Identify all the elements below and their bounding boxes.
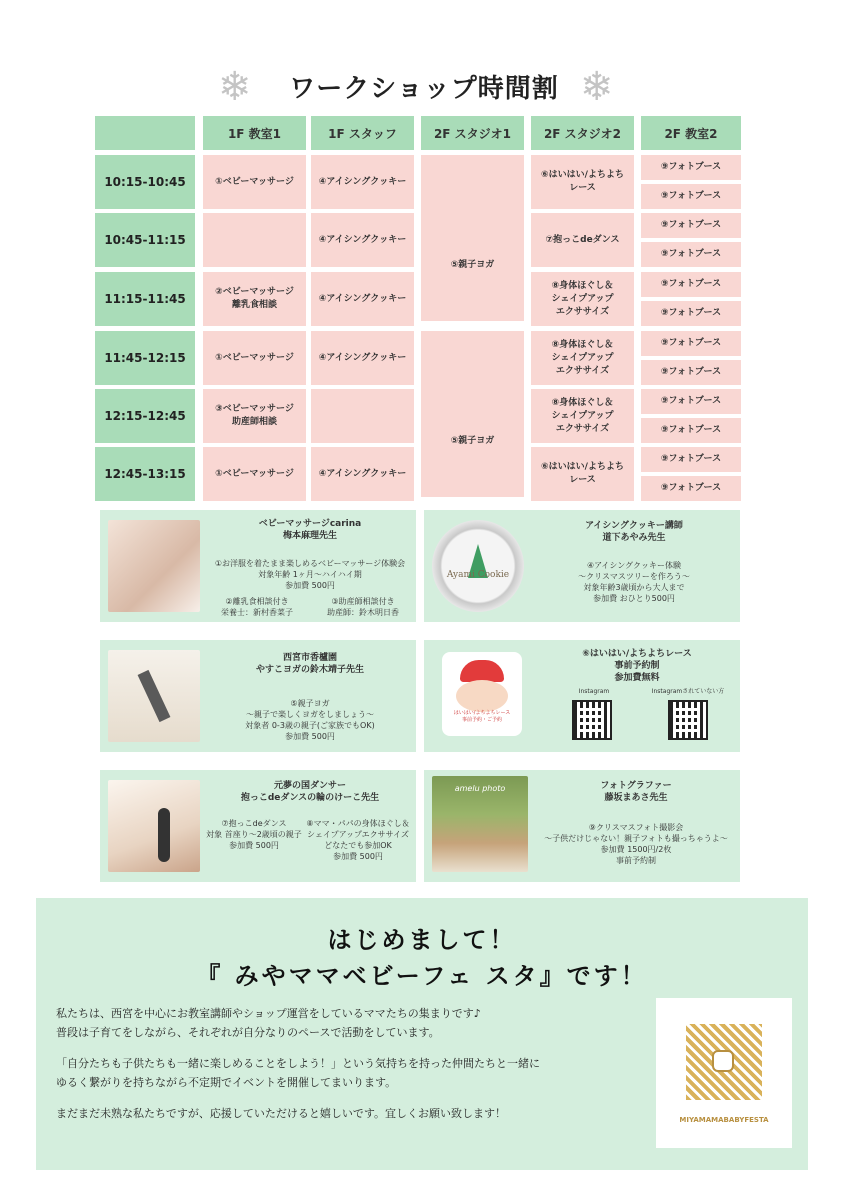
schedule-cell[interactable]: ⑧身体ほぐし＆ シェイプアップ エクササイズ bbox=[531, 272, 634, 326]
intro-paragraph: 「自分たちも子供たちも一緒に楽しめることをしよう！」という気持ちを持った仲間たちと一緒に ゆるく繋がりを持ちながら不定期でイベントを開催してまいります。 bbox=[56, 1057, 540, 1089]
header-corner bbox=[95, 116, 195, 150]
photo-booth-slot[interactable]: ⑨フォトブース bbox=[641, 476, 741, 501]
christmas-photo bbox=[432, 776, 528, 872]
time-slot: 10:45-11:15 bbox=[95, 213, 195, 267]
card-sub: ②離乳食相談付き 栄養士：新村香菜子 bbox=[221, 597, 293, 617]
schedule-cell[interactable]: ⑤親子ヨガ bbox=[421, 209, 524, 321]
schedule-cell[interactable]: ⑥はいはい/よちよち レース bbox=[531, 447, 634, 501]
card-body: ⑧ママ・パパの身体ほぐし＆ シェイプアップエクササイズ どなたでも参加OK 参加費 500円 bbox=[306, 819, 410, 861]
photo-booth-slot[interactable]: ⑨フォトブース bbox=[641, 447, 741, 472]
photo-logo-text: amelu photo bbox=[454, 784, 506, 793]
card-title: 元夢の国ダンサー 抱っこdeダンスの輪のけーこ先生 bbox=[240, 781, 380, 803]
yoga-figure bbox=[138, 670, 171, 722]
schedule-cell[interactable]: ③ベビーマッサージ 助産師相談 bbox=[203, 389, 306, 443]
time-slot: 10:15-10:45 bbox=[95, 155, 195, 209]
dancer-figure bbox=[158, 808, 170, 862]
card-body: ⑦抱っこdeダンス 対象 首座り〜2歳頃の親子 参加費 500円 bbox=[206, 819, 302, 850]
card-sub: ③助産師相談付き 助産師：鈴木明日香 bbox=[327, 597, 399, 617]
photo-booth-slot[interactable]: ⑨フォトブース bbox=[641, 272, 741, 297]
card-body: ①お洋服を着たまま楽しめるベビーマッサージ体験会 対象年齢 1ヶ月〜ハイハイ期 参加費 500円 bbox=[214, 559, 406, 590]
instagram-qr-code[interactable] bbox=[686, 1024, 762, 1100]
column-header: 1F 教室1 bbox=[203, 116, 306, 150]
schedule-cell[interactable] bbox=[421, 331, 524, 385]
qr-code-form[interactable] bbox=[668, 700, 708, 740]
schedule-cell[interactable]: ④アイシングクッキー bbox=[311, 447, 414, 501]
instagram-qr-card bbox=[656, 998, 792, 1148]
photo-booth-slot[interactable]: ⑨フォトブース bbox=[641, 389, 741, 414]
card-crawl-race bbox=[424, 640, 740, 752]
schedule-cell[interactable]: ①ベビーマッサージ bbox=[203, 155, 306, 209]
column-header: 2F スタジオ1 bbox=[421, 116, 524, 150]
schedule-cell[interactable]: ①ベビーマッサージ bbox=[203, 447, 306, 501]
schedule-cell[interactable] bbox=[421, 155, 524, 209]
time-slot: 12:15-12:45 bbox=[95, 389, 195, 443]
card-title: ⑥はいはい/よちよちレース 事前予約制 参加費無料 bbox=[582, 649, 692, 683]
santa-hat bbox=[460, 660, 504, 682]
intro-paragraph: 私たちは、西宮を中心にお教室講師やショップ運営をしているママたちの集まりです♪ 普段は子育てをしながら、それぞれが自分なりのペースで活動をしています。 bbox=[56, 1007, 481, 1039]
schedule-cell[interactable]: ⑥はいはい/よちよち レース bbox=[531, 155, 634, 209]
card-title: アイシングクッキー講師 道下あやみ先生 bbox=[585, 521, 683, 543]
column-header: 1F スタッフ bbox=[311, 116, 414, 150]
photo-booth-slot[interactable]: ⑨フォトブース bbox=[641, 213, 741, 238]
photo-booth-slot[interactable]: ⑨フォトブース bbox=[641, 301, 741, 326]
schedule-cell[interactable]: ⑧身体ほぐし＆ シェイプアップ エクササイズ bbox=[531, 331, 634, 385]
photo-booth-slot[interactable]: ⑨フォトブース bbox=[641, 331, 741, 356]
photo-booth-slot[interactable]: ⑨フォトブース bbox=[641, 360, 741, 385]
card-title: ベビーマッサージcarina 梅本麻理先生 bbox=[258, 519, 362, 541]
photo-booth-slot[interactable]: ⑨フォトブース bbox=[641, 155, 741, 180]
snowflake-icon: ❄ bbox=[218, 64, 252, 110]
photo-booth-slot[interactable]: ⑨フォトブース bbox=[641, 184, 741, 209]
time-slot: 11:15-11:45 bbox=[95, 272, 195, 326]
column-header: 2F 教室2 bbox=[641, 116, 741, 150]
page-title: ワークショップ時間割 bbox=[289, 74, 559, 104]
card-title: フォトグラファー 藤坂まあさ先生 bbox=[600, 781, 672, 803]
schedule-cell[interactable]: ④アイシングクッキー bbox=[311, 272, 414, 326]
card-yoga bbox=[100, 640, 416, 752]
card-body: ⑤親子ヨガ 〜親子で楽しくヨガをしましょう〜 対象者 0-3歳の親子(ご家族でもOK) 参加費 500円 bbox=[245, 699, 375, 741]
schedule-cell[interactable]: ④アイシングクッキー bbox=[311, 213, 414, 267]
schedule-cell[interactable]: ④アイシングクッキー bbox=[311, 155, 414, 209]
santa-face bbox=[456, 680, 508, 712]
schedule-cell[interactable]: ⑧身体ほぐし＆ シェイプアップ エクササイズ bbox=[531, 389, 634, 443]
instagram-handle: MIYAMAMABABYFESTA bbox=[679, 1116, 769, 1124]
schedule-cell[interactable]: ④アイシングクッキー bbox=[311, 331, 414, 385]
snowflake-icon: ❄ bbox=[580, 64, 614, 110]
instagram-icon bbox=[712, 1050, 734, 1072]
card-body: ⑨クリスマスフォト撮影会 〜子供だけじゃない！親子フォトも撮っちゃうよ〜 参加費 1500円/2枚 事前予約制 bbox=[544, 823, 728, 865]
schedule-cell[interactable] bbox=[203, 213, 306, 267]
time-slot: 11:45-12:15 bbox=[95, 331, 195, 385]
schedule-cell[interactable]: ⑦抱っこdeダンス bbox=[531, 213, 634, 267]
cookie-logo-text: Ayami Cookie bbox=[446, 570, 510, 580]
intro-section bbox=[36, 898, 808, 1170]
intro-paragraph: まだまだ未熟な私たちですが、応援していただけると嬉しいです。宜しくお願い致します！ bbox=[56, 1107, 507, 1120]
schedule-cell[interactable]: ①ベビーマッサージ bbox=[203, 331, 306, 385]
card-body: ④アイシングクッキー体験 〜クリスマスツリーを作ろう〜 対象年齢3歳頃から大人まで 参加費 おひとり500円 bbox=[578, 561, 690, 603]
time-slot: 12:45-13:15 bbox=[95, 447, 195, 501]
schedule-cell[interactable]: ②ベビーマッサージ 離乳食相談 bbox=[203, 272, 306, 326]
santa-photo bbox=[442, 652, 522, 736]
card-baby-massage bbox=[100, 510, 416, 622]
qr-label: Instagramされていない方 bbox=[651, 688, 725, 695]
baby-massage-photo bbox=[108, 520, 200, 612]
dance-photo bbox=[108, 780, 200, 872]
card-photo bbox=[424, 770, 740, 882]
photo-booth-slot[interactable]: ⑨フォトブース bbox=[641, 418, 741, 443]
intro-heading: はじめまして！ bbox=[327, 926, 517, 954]
santa-label: はいはい/よちよちレース 事前予約・ご予約 bbox=[453, 710, 511, 723]
schedule-cell[interactable]: ⑤親子ヨガ bbox=[421, 385, 524, 497]
card-title: 西宮市香櫨園 やすこヨガの鈴木靖子先生 bbox=[255, 653, 364, 675]
qr-code-instagram[interactable] bbox=[572, 700, 612, 740]
card-dance bbox=[100, 770, 416, 882]
photo-booth-slot[interactable]: ⑨フォトブース bbox=[641, 242, 741, 267]
cookie-photo bbox=[432, 520, 524, 612]
qr-label: Instagram bbox=[578, 688, 610, 695]
schedule-cell[interactable] bbox=[311, 389, 414, 443]
card-icing-cookie bbox=[424, 510, 740, 622]
yoga-photo bbox=[108, 650, 200, 742]
intro-heading: 『 みやママベビーフェ スタ』です！ bbox=[196, 962, 648, 990]
column-header: 2F スタジオ2 bbox=[531, 116, 634, 150]
